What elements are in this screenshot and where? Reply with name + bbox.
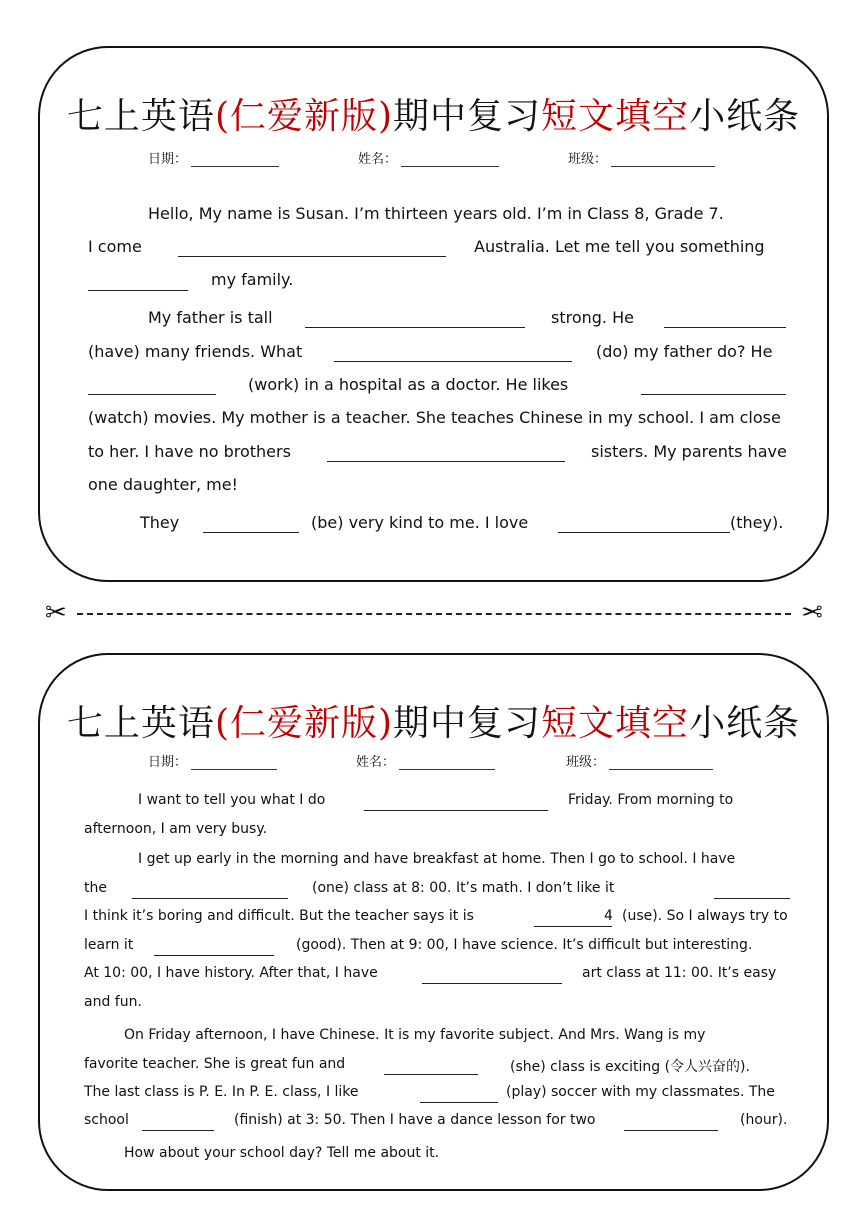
answer-blank[interactable]	[641, 394, 786, 395]
answer-blank[interactable]	[327, 461, 565, 462]
answer-blank[interactable]	[132, 898, 288, 899]
text-line: (hour).	[740, 1112, 788, 1128]
answer-blank[interactable]	[422, 983, 562, 984]
text-line: (be) very kind to me. I love	[311, 513, 529, 532]
answer-blank[interactable]	[154, 955, 274, 956]
answer-blank[interactable]	[88, 290, 188, 291]
text-line: (she) class is exciting (令人兴奋的).	[510, 1059, 750, 1075]
text-line: My father is tall	[148, 308, 273, 327]
text-line: (they).	[730, 513, 784, 532]
answer-blank[interactable]	[203, 532, 299, 533]
text-line: (work) in a hospital as a doctor. He likes	[248, 375, 569, 394]
text-line: (play) soccer with my classmates. The	[506, 1084, 775, 1100]
header-fields	[40, 751, 827, 771]
text-line: favorite teacher. She is great fun and	[84, 1056, 346, 1072]
text-line: Hello, My name is Susan. I’m thirteen years old. I’m in Class 8, Grade 7.	[148, 204, 724, 223]
text-line: Friday. From morning to	[568, 792, 734, 808]
card-title: 七上英语(仁爱新版)期中复习短文填空小纸条	[66, 703, 801, 744]
text-line: The last class is P. E. In P. E. class, I like	[84, 1084, 359, 1100]
text-line: (good). Then at 9: 00, I have science. It’s difficult but interesting.	[296, 937, 753, 953]
text-line: (watch) movies. My mother is a teacher. She teaches Chinese in my school. I am close	[88, 408, 781, 427]
name-field[interactable]: 姓名：	[356, 751, 495, 770]
answer-blank[interactable]	[334, 361, 572, 362]
date-field[interactable]: 日期：	[148, 751, 277, 770]
card-title: 七上英语(仁爱新版)期中复习短文填空小纸条	[66, 96, 801, 137]
text-line: the	[84, 880, 107, 896]
text-line: How about your school day? Tell me about it.	[124, 1145, 440, 1161]
answer-blank[interactable]	[664, 327, 786, 328]
answer-blank[interactable]	[178, 256, 446, 257]
text-line: I want to tell you what I do	[138, 792, 326, 808]
answer-blank[interactable]	[364, 810, 548, 811]
text-line: On Friday afternoon, I have Chinese. It is my favorite subject. And Mrs. Wang is my	[124, 1027, 706, 1043]
text-line: my family.	[211, 270, 294, 289]
answer-blank[interactable]	[558, 532, 730, 533]
header-fields	[40, 148, 827, 168]
text-line: (use). So I always try to	[622, 908, 788, 924]
answer-blank[interactable]	[88, 394, 216, 395]
class-field[interactable]: 班级：	[568, 148, 715, 167]
text-line: I get up early in the morning and have breakfast at home. Then I go to school. I have	[138, 851, 736, 867]
name-field[interactable]: 姓名：	[358, 148, 499, 167]
cut-line	[45, 598, 823, 628]
text-line: and fun.	[84, 994, 142, 1010]
worksheet-card-2	[38, 653, 829, 1191]
text-line: sisters. My parents have	[591, 442, 787, 461]
text-line: (one) class at 8: 00. It’s math. I don’t like it	[312, 880, 615, 896]
text-line: At 10: 00, I have history. After that, I have	[84, 965, 378, 981]
blank-number: 4	[604, 908, 613, 924]
answer-blank[interactable]	[714, 898, 790, 899]
text-line: art class at 11: 00. It’s easy	[582, 965, 777, 981]
text-line: learn it	[84, 937, 134, 953]
text-line: I come	[88, 237, 142, 256]
text-line: (do) my father do? He	[596, 342, 773, 361]
dashed-divider	[77, 613, 791, 615]
text-line: one daughter, me!	[88, 475, 238, 494]
text-line: I think it’s boring and difficult. But the teacher says it is	[84, 908, 474, 924]
text-line: (have) many friends. What	[88, 342, 303, 361]
text-line: (finish) at 3: 50. Then I have a dance lesson for two	[234, 1112, 596, 1128]
scissors-icon: ✂	[801, 598, 823, 628]
text-line: to her. I have no brothers	[88, 442, 291, 461]
answer-blank[interactable]	[534, 926, 612, 927]
text-line: strong. He	[551, 308, 634, 327]
text-line: school	[84, 1112, 129, 1128]
date-field[interactable]: 日期：	[148, 148, 279, 167]
text-line: Australia. Let me tell you something	[474, 237, 765, 256]
answer-blank[interactable]	[142, 1130, 214, 1131]
text-line: afternoon, I am very busy.	[84, 821, 268, 837]
answer-blank[interactable]	[624, 1130, 718, 1131]
worksheet-card-1	[38, 46, 829, 582]
text-line: They	[140, 513, 180, 532]
answer-blank[interactable]	[384, 1074, 478, 1075]
scissors-icon: ✂	[45, 598, 67, 628]
answer-blank[interactable]	[420, 1102, 498, 1103]
class-field[interactable]: 班级：	[566, 751, 713, 770]
answer-blank[interactable]	[305, 327, 525, 328]
